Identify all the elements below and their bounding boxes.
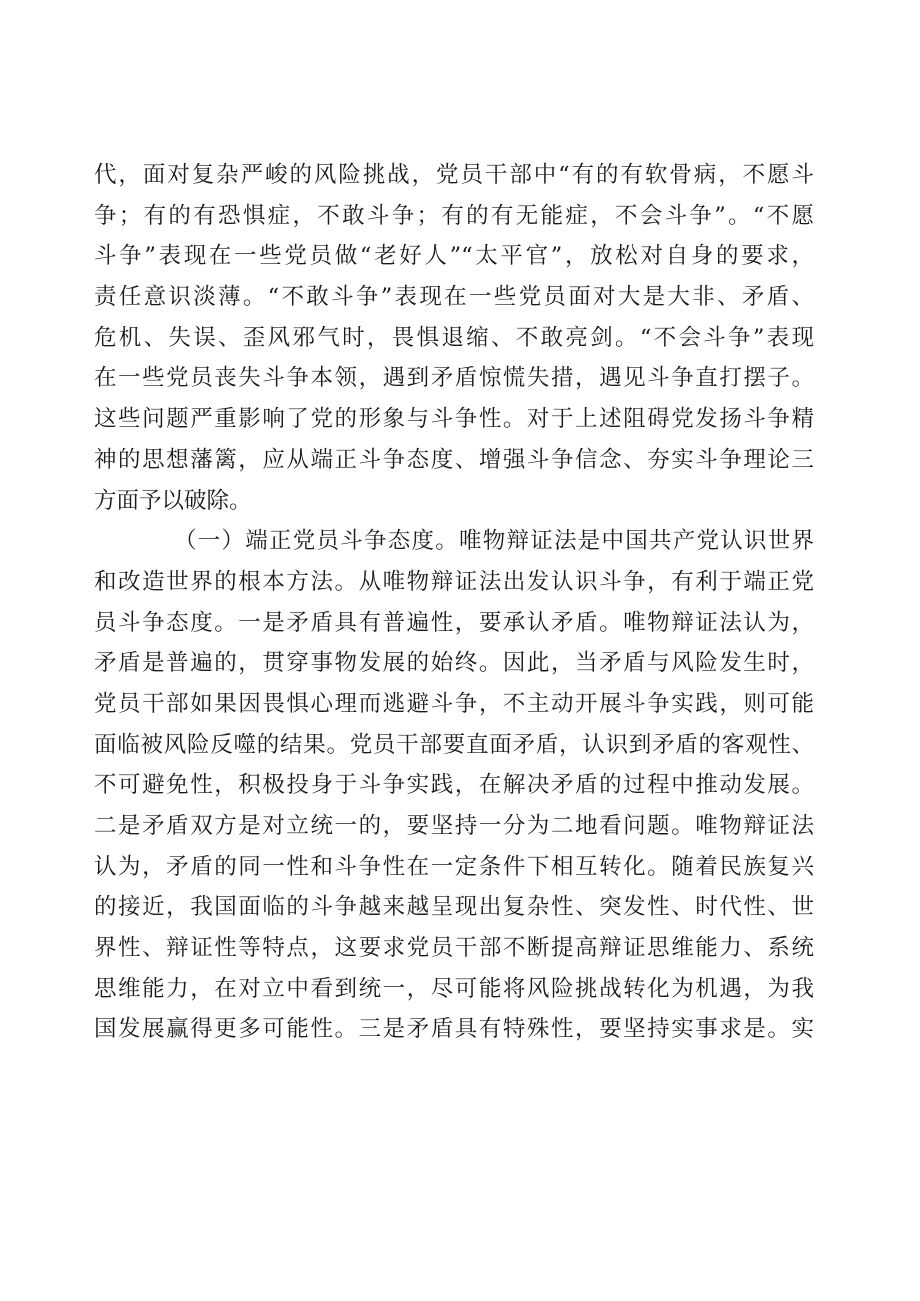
text-line: 方面予以破除。 [94, 487, 252, 514]
text-line: 代，面对复杂严峻的风险挑战，党员干部中“有的有软骨病，不愿斗 [94, 162, 814, 188]
text-line: 认为，矛盾的同一性和斗争性在一定条件下相互转化。随着民族复兴 [94, 853, 814, 880]
text-line: 和改造世界的根本方法。从唯物辩证法出发认识斗争，有利于端正党 [94, 568, 814, 595]
section-heading-line: （一）端正党员斗争态度。唯物辩证法是中国共产党认识世界 [174, 528, 814, 555]
text-line: 这些问题严重影响了党的形象与斗争性。对于上述阻碍党发扬斗争精 [94, 406, 814, 433]
text-line: 不可避免性，积极投身于斗争实践，在解决矛盾的过程中推动发展。 [94, 772, 814, 799]
text-line: 思维能力，在对立中看到统一，尽可能将风险挑战转化为机遇，为我 [94, 975, 814, 1002]
text-line: 国发展赢得更多可能性。三是矛盾具有特殊性，要坚持实事求是。实 [94, 1016, 814, 1043]
text-line: 责任意识淡薄。“不敢斗争”表现在一些党员面对大是大非、矛盾、 [94, 284, 814, 311]
text-line: 面临被风险反噬的结果。党员干部要直面矛盾，认识到矛盾的客观性、 [94, 731, 814, 758]
text-line: 的接近，我国面临的斗争越来越呈现出复杂性、突发性、时代性、世 [94, 894, 814, 921]
text-line: 矛盾是普遍的，贯穿事物发展的始终。因此，当矛盾与风险发生时， [94, 650, 814, 677]
text-line: 争；有的有恐惧症，不敢斗争；有的有无能症，不会斗争”。“不愿 [94, 202, 814, 229]
text-line: 党员干部如果因畏惧心理而逃避斗争，不主动开展斗争实践，则可能 [94, 690, 814, 717]
text-line: 神的思想藩篱，应从端正斗争态度、增强斗争信念、夯实斗争理论三 [94, 446, 814, 473]
document-body [94, 155, 814, 1050]
text-line: 界性、辩证性等特点，这要求党员干部不断提高辩证思维能力、系统 [94, 935, 814, 962]
text-line: 在一些党员丧失斗争本领，遇到矛盾惊慌失措，遇见斗争直打摆子。 [94, 365, 814, 392]
text-line: 危机、失误、歪风邪气时，畏惧退缩、不敢亮剑。“不会斗争”表现 [94, 324, 814, 351]
text-line: 斗争”表现在一些党员做“老好人”“太平官”，放松对自身的要求， [94, 243, 814, 270]
text-line: 二是矛盾双方是对立统一的，要坚持一分为二地看问题。唯物辩证法 [94, 813, 814, 839]
text-line: 员斗争态度。一是矛盾具有普遍性，要承认矛盾。唯物辩证法认为， [94, 609, 814, 636]
